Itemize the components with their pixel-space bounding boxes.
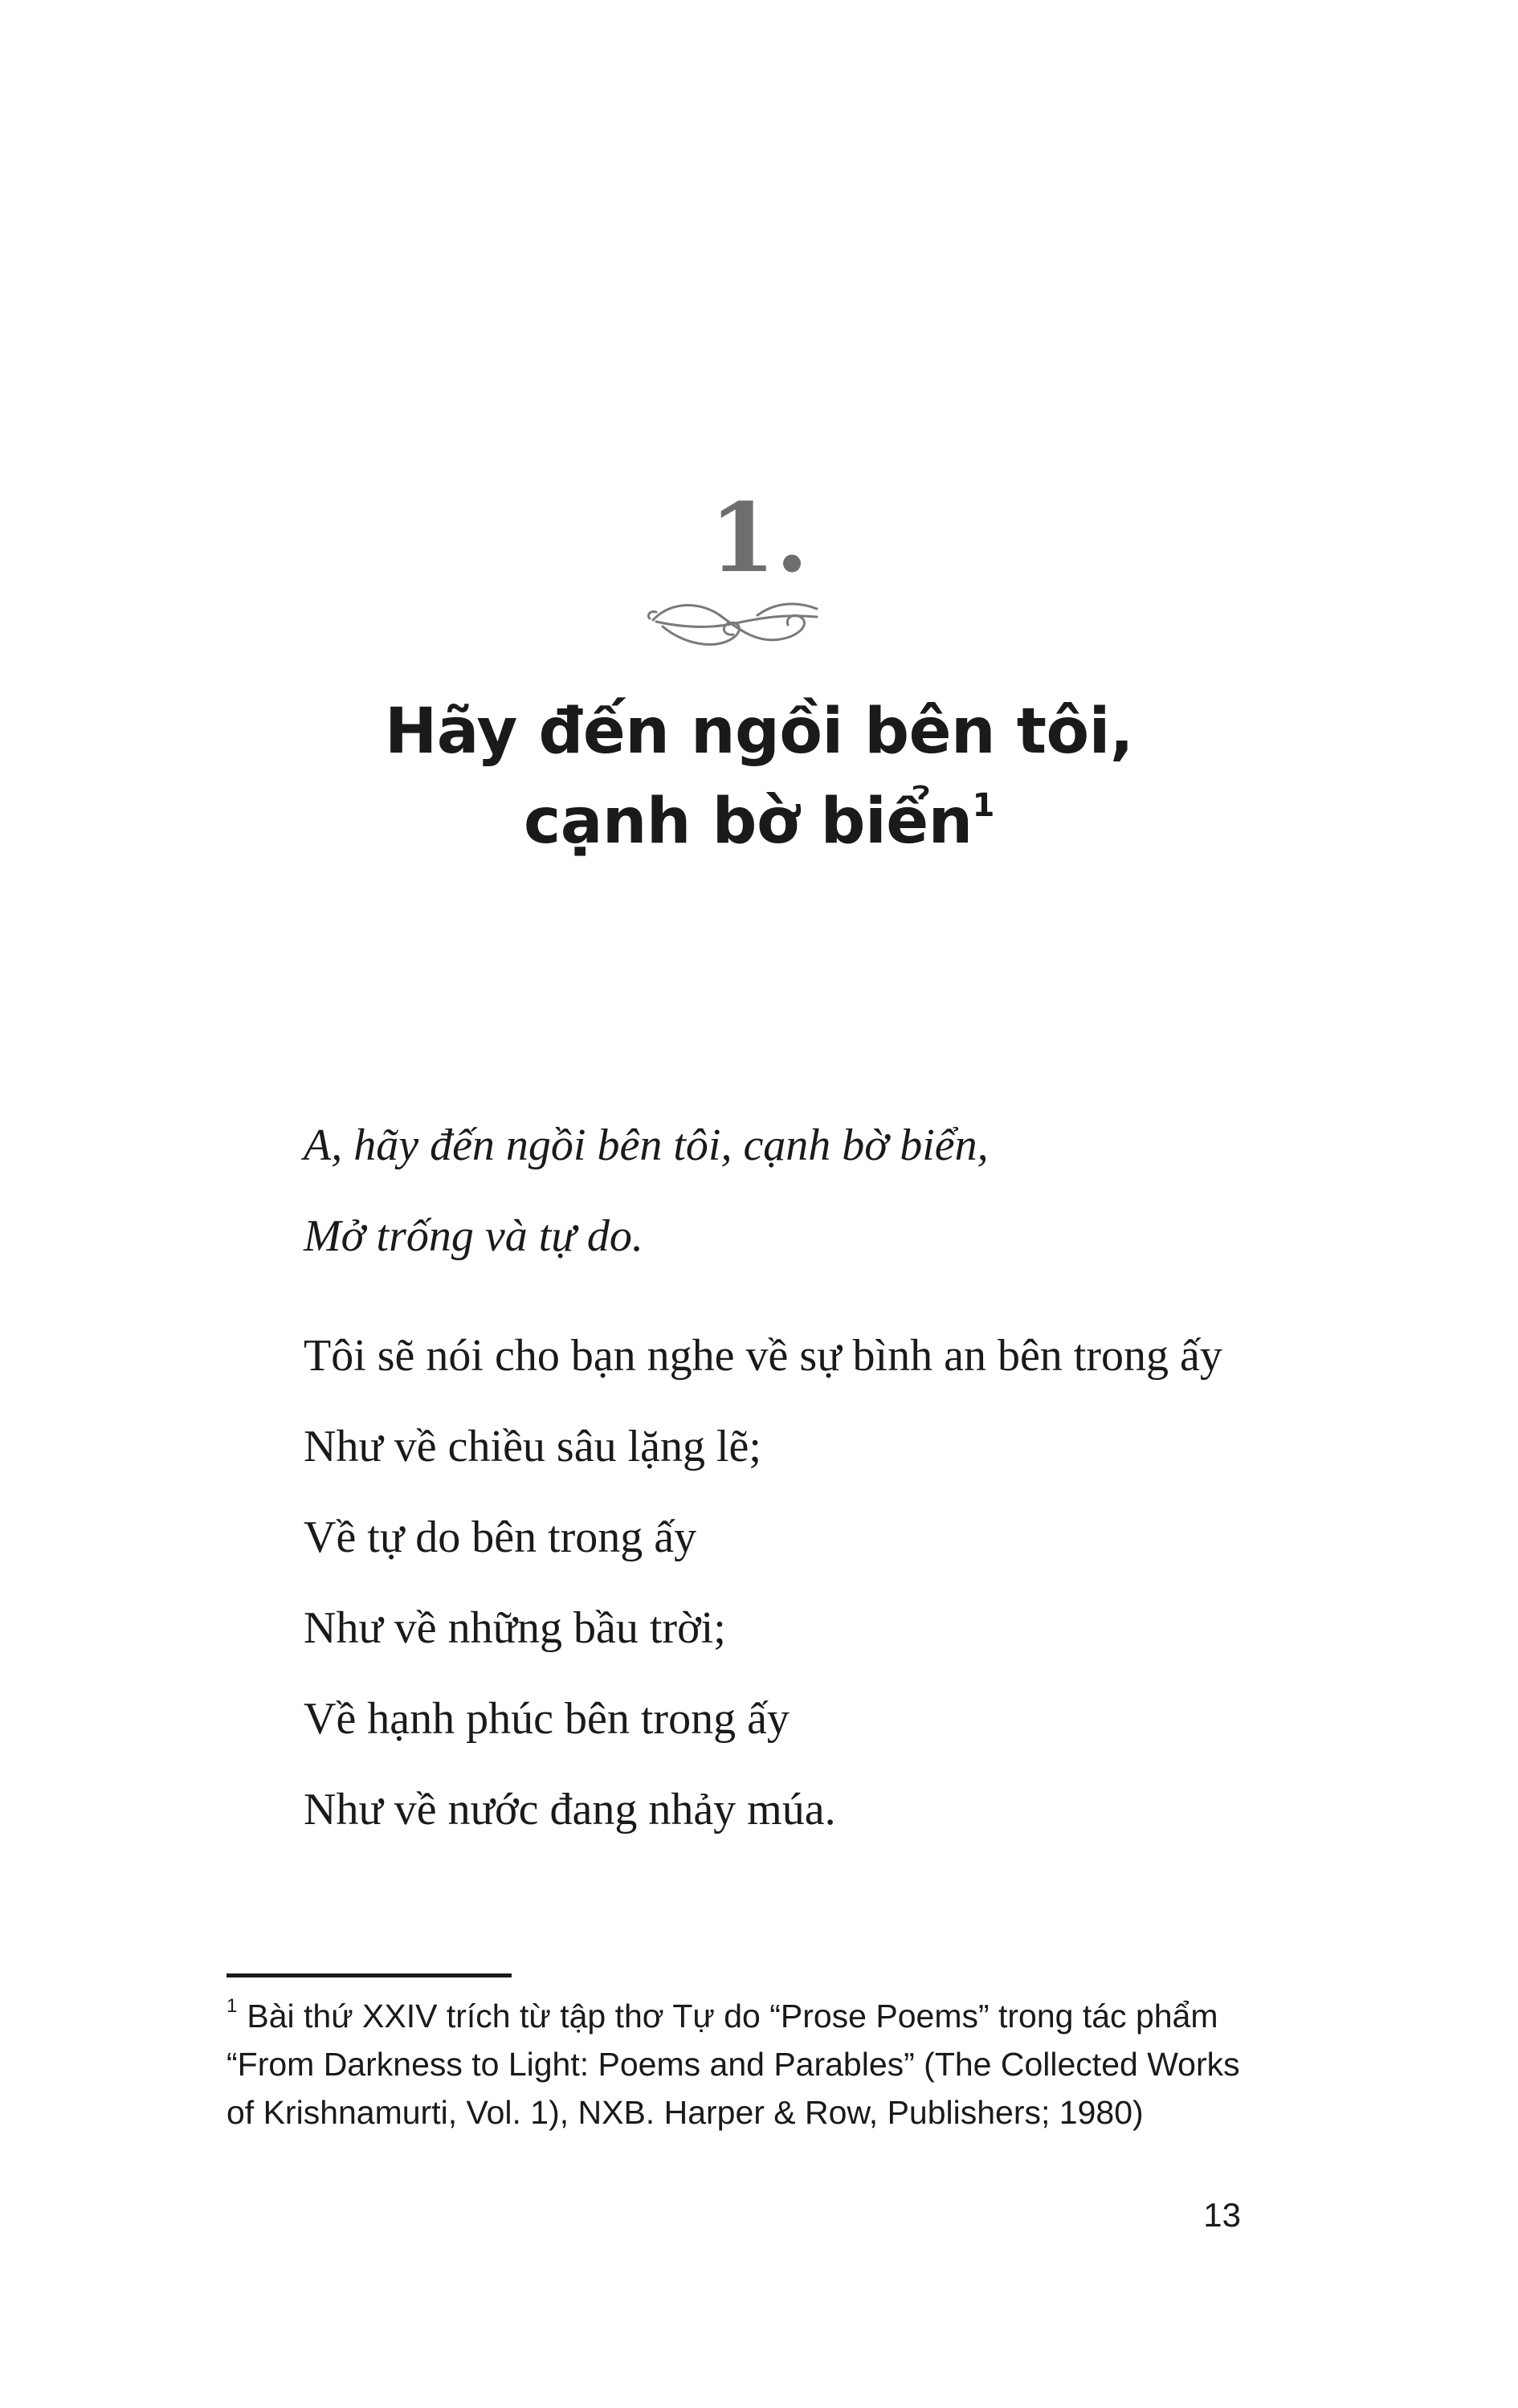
chapter-title-line-2 xyxy=(0,777,1518,867)
flourish-ornament-icon xyxy=(639,585,831,657)
poem-verse: Về hạnh phúc bên trong ấy xyxy=(304,1694,790,1744)
footnote-divider xyxy=(226,1973,512,1977)
poem xyxy=(304,1100,1348,1855)
footnote xyxy=(226,1992,1295,2137)
poem-verse: Như về chiều sâu lặng lẽ; xyxy=(304,1422,761,1471)
title-footnote-mark[interactable]: 1 xyxy=(972,787,994,824)
poem-verse: Như về nước đang nhảy múa. xyxy=(304,1785,836,1835)
poem-verse: Mở trống và tự do. xyxy=(304,1211,643,1261)
chapter-title-line-2-text: cạnh bờ biển xyxy=(523,786,973,858)
footnote-mark: 1 xyxy=(226,1995,238,2018)
footnote-line-text: Bài thứ XXIV trích từ tập thơ Tự do “Prose Poems” trong tác phẩm xyxy=(247,1998,1218,2035)
poem-verse: Tôi sẽ nói cho bạn nghe về sự bình an bên trong ấy xyxy=(304,1331,1222,1381)
poem-stanza-2 xyxy=(304,1311,1348,1855)
poem-verse: A, hãy đến ngồi bên tôi, cạnh bờ biển, xyxy=(304,1120,989,1170)
poem-verse: Như về những bầu trời; xyxy=(304,1603,726,1653)
footnote-line: of Krishnamurti, Vol. 1), NXB. Harper & Row, Publishers; 1980) xyxy=(226,2094,1144,2131)
poem-stanza-1 xyxy=(304,1100,1348,1282)
poem-verse: Về tự do bên trong ấy xyxy=(304,1512,697,1562)
chapter-title xyxy=(0,687,1518,867)
chapter-number: 1. xyxy=(709,482,809,594)
chapter-title-line-1: Hãy đến ngồi bên tôi, xyxy=(385,696,1133,768)
footnote-line xyxy=(226,1992,1295,2040)
footnote-line: “From Darkness to Light: Poems and Parables” (The Collected Works xyxy=(226,2046,1240,2083)
page-number: 13 xyxy=(1203,2196,1241,2234)
